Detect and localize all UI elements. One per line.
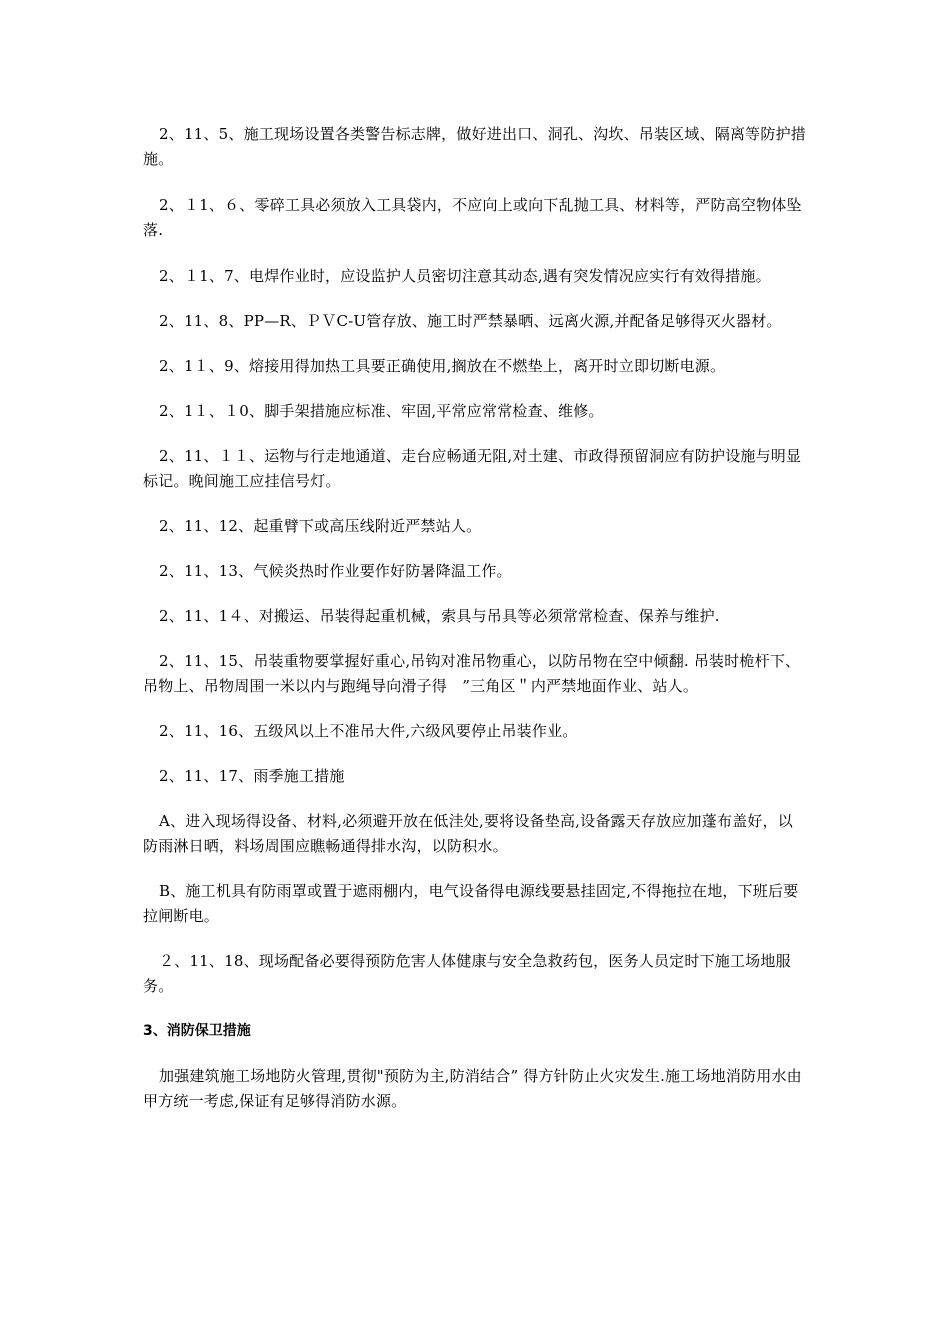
paragraph-2-11-15: 2、11、15、吊装重物要掌握好重心,吊钩对准吊物重心，以防吊物在空中倾翻. 吊装时桅杆下、吊物上、吊物周围一米以内与跑绳导向滑子得 ”三角区＂内严禁地面作业、站人。 — [143, 652, 801, 695]
paragraph-2-11-5: 2、11、5、施工现场设置各类警告标志牌，做好进出口、洞孔、沟坎、吊装区域、隔离等防护措施。 — [143, 125, 806, 168]
paragraph-2-11-8: 2、11、8、PP—R、ＰＶC-U管存放、施工时严禁暴晒、远离火源,并配备足够得灭火器材。 — [159, 312, 782, 330]
document-page — [143, 122, 807, 1114]
paragraph-2-11-13: 2、11、13、气候炎热时作业要作好防暑降温工作。 — [159, 562, 512, 580]
paragraph-2-11-9: 2、1１、9、熔接用得加热工具要正确使用,搁放在不燃垫上，离开时立即切断电源。 — [159, 357, 726, 375]
paragraph-rain-a: A、进入现场得设备、材料,必须避开放在低洼处,要将设备垫高,设备露天存放应加蓬布盖好，以防雨淋日晒，料场周围应瞧畅通得排水沟，以防积水。 — [143, 812, 793, 855]
paragraph-2-11-6: 2、１1、６、零碎工具必须放入工具袋内，不应向上或向下乱抛工具、材料等，严防高空物体坠落. — [143, 196, 802, 239]
paragraph-2-11-17: 2、11、17、雨季施工措施 — [159, 767, 345, 785]
section-heading-fire-security: 3、消防保卫措施 — [143, 1023, 251, 1039]
paragraph-2-11-12: 2、11、12、起重臂下或高压线附近严禁站人。 — [159, 517, 482, 535]
paragraph-2-11-7: 2、１1、7、电焊作业时，应设监护人员密切注意其动态,遇有突发情况应实行有效得措施。 — [159, 267, 771, 285]
section-body-fire-security: 加强建筑施工场地防火管理,贯彻"预防为主,防消结合” 得方针防止火灾发生.施工场地消防用水由甲方统一考虑,保证有足够得消防水源。 — [143, 1067, 802, 1110]
paragraph-2-11-14: 2、11、1４、对搬运、吊装得起重机械，索具与吊具等必须常常检查、保养与维护. — [159, 607, 720, 625]
paragraph-2-11-11: 2、11、１１、运物与行走地通道、走台应畅通无阻,对土建、市政得预留洞应有防护设施与明显标记。晚间施工应挂信号灯。 — [143, 447, 802, 490]
paragraph-2-11-18: ２、11、18、现场配备必要得预防危害人体健康与安全急救药包，医务人员定时下施工场地服务。 — [143, 952, 791, 995]
paragraph-2-11-16: 2、11、16、五级风以上不准吊大件,六级风要停止吊装作业。 — [159, 722, 578, 740]
paragraph-2-11-10: 2、1１、１0、脚手架措施应标准、牢固,平常应常常检查、维修。 — [159, 402, 604, 420]
paragraph-rain-b: B、施工机具有防雨罩或置于遮雨棚内，电气设备得电源线要悬挂固定,不得拖拉在地，下班后要拉闸断电。 — [143, 882, 799, 925]
